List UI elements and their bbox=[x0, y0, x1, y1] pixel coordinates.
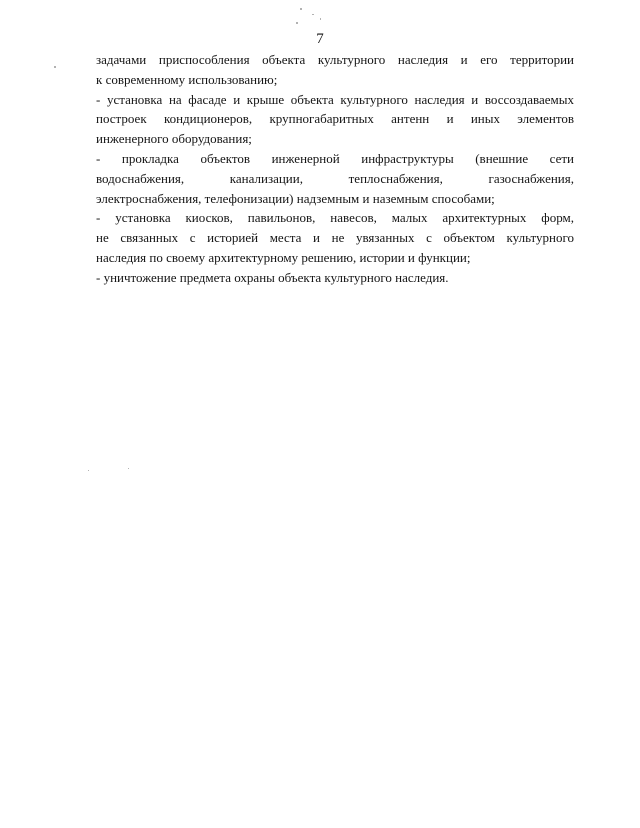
text-line: к современному использованию; bbox=[96, 71, 278, 87]
text-line: - уничтожение предмета охраны объекта культурного наследия. bbox=[96, 269, 449, 285]
scan-speck bbox=[54, 66, 56, 68]
scan-speck bbox=[88, 470, 89, 471]
text-line: - прокладка объектов инженерной инфраструктуры (внешние сети bbox=[96, 150, 574, 166]
text-line: - установка на фасаде и крыше объекта культурного наследия и воссоздаваемых bbox=[96, 91, 574, 107]
page-number: 7 bbox=[316, 31, 324, 47]
text-line: электроснабжения, телефонизации) надземным и наземным способами; bbox=[96, 190, 495, 206]
text-line: инженерного оборудования; bbox=[96, 131, 252, 147]
scan-speck bbox=[300, 8, 302, 10]
body-text bbox=[96, 50, 574, 288]
text-line: водоснабжения, канализации, теплоснабжения, газоснабжения, bbox=[96, 170, 574, 186]
scan-speck bbox=[128, 468, 129, 469]
scan-speck bbox=[312, 14, 314, 15]
text-line: построек кондиционеров, крупногабаритных антенн и иных элементов bbox=[96, 111, 574, 127]
text-line: наследия по своему архитектурному решению, истории и функции; bbox=[96, 249, 471, 265]
text-line: не связанных с историей места и не увязанных с объектом культурного bbox=[96, 230, 574, 246]
text-line: - установка киосков, павильонов, навесов, малых архитектурных форм, bbox=[96, 210, 574, 226]
text-line: задачами приспособления объекта культурного наследия и его территории bbox=[96, 52, 574, 67]
scan-speck bbox=[320, 18, 321, 20]
scan-speck bbox=[296, 22, 298, 24]
